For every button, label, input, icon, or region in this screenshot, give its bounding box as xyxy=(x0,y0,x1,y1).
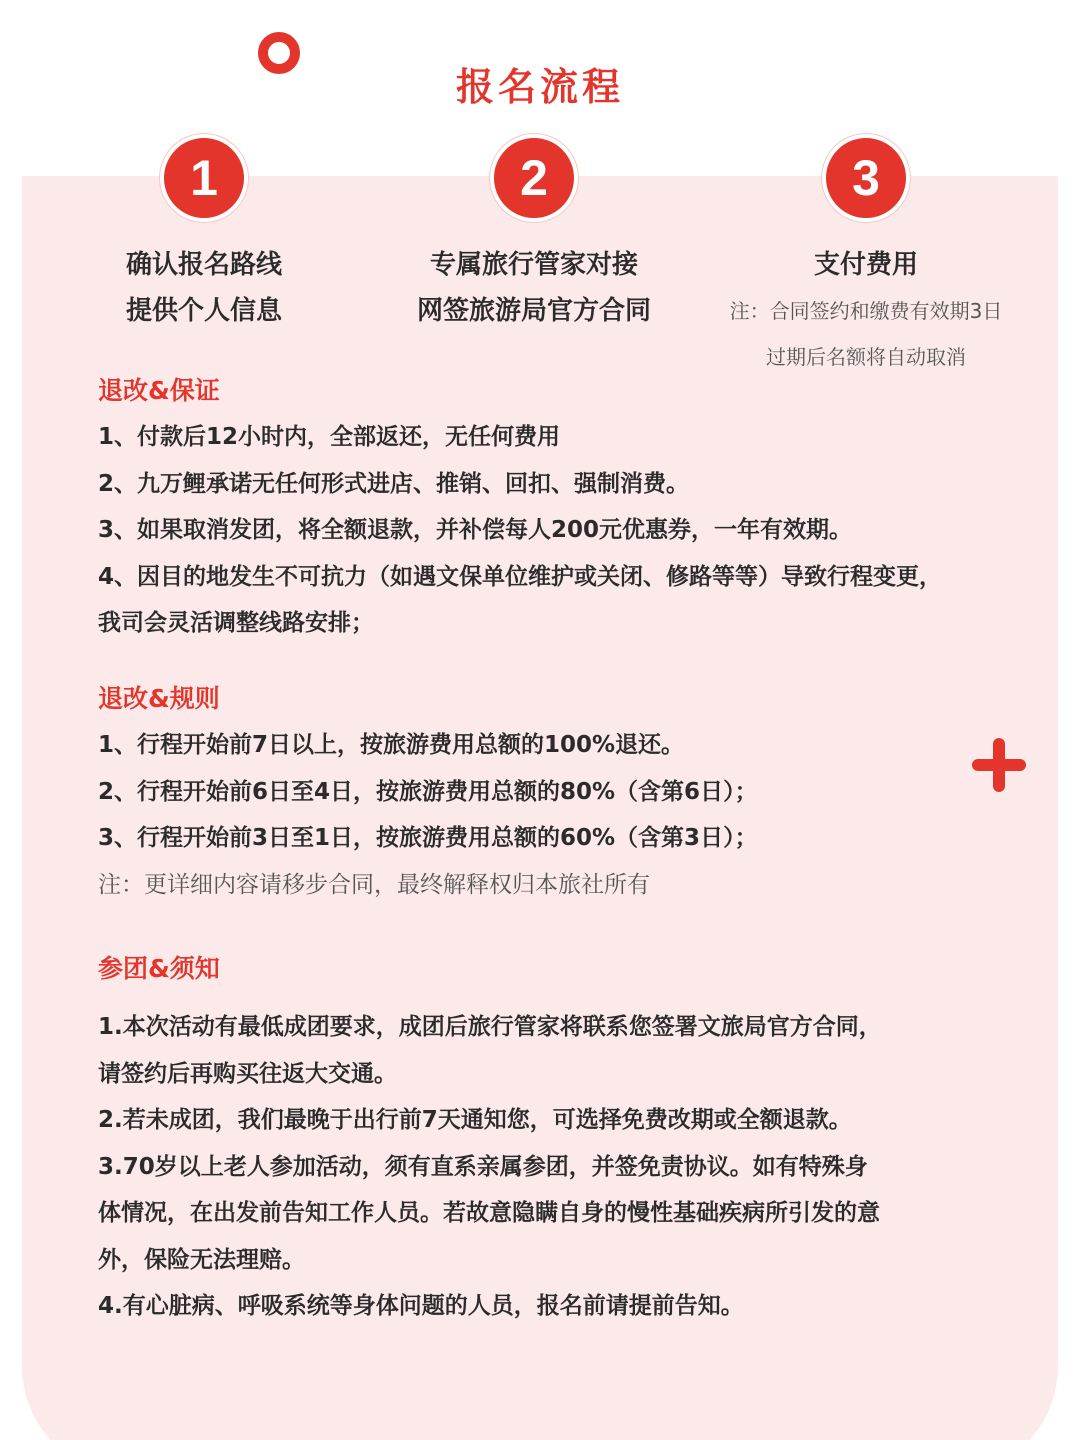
section-title: 退改&规则 xyxy=(98,684,220,713)
list-item: 2.若未成团，我们最晚于出行前7天通知您，可选择免费改期或全额退款。 xyxy=(98,1107,852,1133)
step-number-badge: 3 xyxy=(822,134,910,222)
list-item: 外，保险无法理赔。 xyxy=(98,1246,305,1273)
step-note: 过期后名额将自动取消 xyxy=(766,345,966,369)
list-item: 我司会灵活调整线路安排； xyxy=(98,610,374,636)
list-item: 1、行程开始前7日以上，按旅游费用总额的100%退还。 xyxy=(98,732,685,758)
list-item: 2、九万鲤承诺无任何形式进店、推销、回扣、强制消费。 xyxy=(98,470,690,497)
step-line: 支付费用 xyxy=(813,250,918,280)
list-item: 1.本次活动有最低成团要求，成团后旅行管家将联系您签署文旅局官方合同， xyxy=(98,1014,882,1040)
page-title: 报名流程 xyxy=(455,65,624,109)
list-item: 3、如果取消发团，将全额退款，并补偿每人200元优惠券，一年有效期。 xyxy=(98,517,853,543)
step-number-badge: 1 xyxy=(160,134,248,222)
step-2 xyxy=(354,134,714,334)
section-title: 退改&保证 xyxy=(98,376,220,405)
list-item: 3.70岁以上老人参加活动，须有直系亲属参团，并签免责协议。如有特殊身 xyxy=(98,1153,868,1180)
step-line: 网签旅游局官方合同 xyxy=(416,296,651,326)
step-number-badge: 2 xyxy=(490,134,578,222)
section-title: 参团&须知 xyxy=(98,954,220,983)
section-guarantee xyxy=(98,368,1028,647)
section-notice xyxy=(98,946,1028,1330)
section-rules xyxy=(98,676,1028,908)
step-1 xyxy=(24,134,384,334)
step-line: 确认报名路线 xyxy=(125,250,282,280)
step-line: 提供个人信息 xyxy=(125,296,282,326)
list-item: 1、付款后12小时内，全部返还，无任何费用 xyxy=(98,424,561,450)
list-item: 4、因目的地发生不可抗力（如遇文保单位维护或关闭、修路等等）导致行程变更， xyxy=(98,563,943,590)
step-line: 专属旅行管家对接 xyxy=(429,250,638,280)
step-3 xyxy=(686,134,1046,380)
section-note: 注：更详细内容请移步合同，最终解释权归本旅社所有 xyxy=(98,871,650,898)
list-item: 4.有心脏病、呼吸系统等身体问题的人员，报名前请提前告知。 xyxy=(98,1293,744,1319)
list-item: 体情况，在出发前告知工作人员。若故意隐瞒自身的慢性基础疾病所引发的意 xyxy=(98,1200,880,1226)
step-note: 注：合同签约和缴费有效期3日 xyxy=(729,299,1003,323)
list-item: 3、行程开始前3日至1日，按旅游费用总额的60%（含第3日）； xyxy=(98,825,758,851)
list-item: 2、行程开始前6日至4日，按旅游费用总额的80%（含第6日）； xyxy=(98,778,758,805)
list-item: 请签约后再购买往返大交通。 xyxy=(98,1060,397,1087)
